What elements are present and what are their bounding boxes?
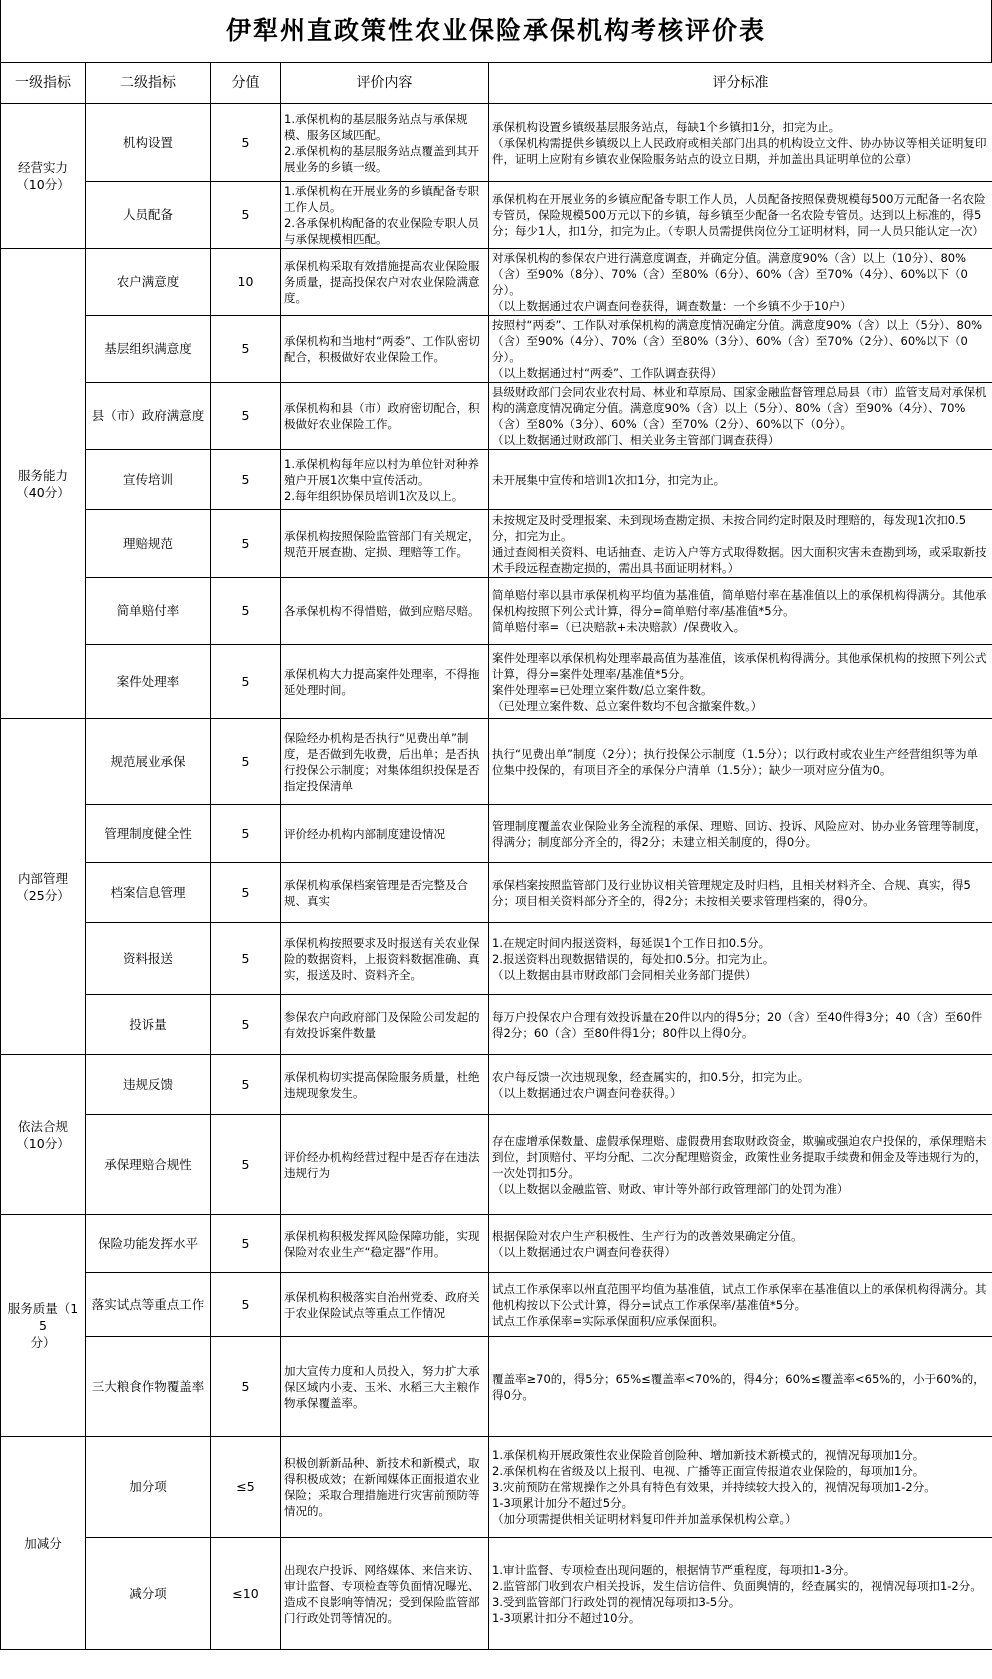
content-line: 各承保机构不得惜赔，做到应赔尽赔。 xyxy=(284,604,480,618)
indicator-name: 规范展业承保 xyxy=(86,719,211,805)
content-line: 加大宣传力度和人员投入，努力扩大承保区域内小麦、玉米、水稻三大主粮作物承保覆盖率。 xyxy=(284,1363,480,1410)
header-row xyxy=(1,63,992,104)
evaluation-content xyxy=(281,578,489,645)
indicator-score: 10 xyxy=(211,249,281,316)
table-row xyxy=(1,249,992,316)
content-line: 承保机构采取有效措施提高农业保险服务质量，提高投保农户对农业保险满意度。 xyxy=(284,259,480,305)
category-cell xyxy=(1,1055,86,1215)
standard-line: 3.灾前预防在常规操作之外具有特色有效果，并持续较大投入的，视情况每项加1-2分。 xyxy=(492,1480,936,1494)
scoring-standard xyxy=(489,923,992,995)
header-content: 评价内容 xyxy=(281,63,489,104)
content-line: 承保机构按照保险监管部门有关规定，规范开展查勘、定损、理赔等工作。 xyxy=(284,528,480,559)
scoring-standard xyxy=(489,316,992,383)
standard-line: 1.承保机构开展政策性农业保险首创险种、增加新技术新模式的，视情况每项加1分。 xyxy=(492,1448,925,1462)
indicator-score: 5 xyxy=(211,719,281,805)
evaluation-content xyxy=(281,1437,489,1538)
indicator-name: 违规反馈 xyxy=(86,1055,211,1115)
standard-line: 3.受到监管部门行政处罚的视情况每项扣3-5分。 xyxy=(492,1594,741,1609)
standard-line: 未按规定及时受理报案、未到现场查勘定损、未按合同约定时限及时理赔的，每发现1次扣0.5分，扣完为止。 xyxy=(492,512,967,543)
standard-line: 1.在规定时间内报送资料，每延误1个工作日扣0.5分。 xyxy=(492,935,771,950)
table-row xyxy=(1,578,992,645)
indicator-score: 5 xyxy=(211,316,281,383)
scoring-standard xyxy=(489,645,992,719)
evaluation-content xyxy=(281,923,489,995)
standard-line: 承保机构在开展业务的乡镇应配备专职工作人员，人员配备按照保费规模每500万元配备一名农险专管员，保险规模500万元以下的乡镇，每乡镇至少配备一名农险专管员。达到以上标准的，得5分；每少1人，扣1分，扣完为止。（专职人员需提供岗位分工证明材料，同一人员只能认定一次） xyxy=(492,192,986,238)
content-line: 评价经办机构经营过程中是否存在违法违规行为 xyxy=(284,1149,480,1180)
scoring-standard xyxy=(489,578,992,645)
evaluation-content xyxy=(281,1215,489,1273)
content-line: 出现农户投诉、网络媒体、来信来访、审计监督、专项检查等负面情况曝光、造成不良影响等情况；受到保险监管部门行政处罚等情况的。 xyxy=(284,1562,480,1625)
indicator-name: 档案信息管理 xyxy=(86,863,211,923)
content-line: 参保农户向政府部门及保险公司发起的有效投诉案件数量 xyxy=(284,1009,480,1040)
scoring-standard xyxy=(489,104,992,182)
category-score: （10分） xyxy=(16,177,70,192)
table-row xyxy=(1,1437,992,1538)
category-name: 依法合规 xyxy=(17,1118,68,1134)
indicator-name: 加分项 xyxy=(86,1437,211,1538)
content-line: 1.承保机构的基层服务站点与承保规模、服务区域匹配。 xyxy=(284,111,468,142)
category-name: 服务质量（15 xyxy=(7,1301,79,1333)
standard-line: 试点工作承保率=实际承保面积/应承保面积。 xyxy=(492,1313,725,1328)
scoring-standard xyxy=(489,249,992,316)
indicator-score: 5 xyxy=(211,578,281,645)
standard-line: 覆盖率≥70的，得5分；65%≤覆盖率<70%的，得4分；60%≤覆盖率<65%的，小于60%的，得0分。 xyxy=(492,1371,985,1402)
evaluation-content xyxy=(281,1055,489,1115)
scoring-standard xyxy=(489,1437,992,1538)
standard-line: 通过查阅相关资料、电话抽查、走访入户等方式取得数据。因大面积灾害未查勘到场，或采取新技术手段远程查勘定损的，需出具书面证明材料。） xyxy=(492,544,987,575)
standard-line: 执行“见费出单”制度（2分）；执行投保公示制度（1.5分）；以行政村或农业生产经营组织等为单位集中投保的，有项目齐全的承保分户清单（1.5分）；缺少一项对应分值为0。 xyxy=(492,746,979,777)
content-line: 承保机构承保档案管理是否完整及合规、真实 xyxy=(284,877,468,908)
content-line: 1.承保机构每年应以村为单位针对种养殖户开展1次集中宣传活动。 xyxy=(284,456,479,487)
content-line: 承保机构切实提高保险服务质量，杜绝违规现象发生。 xyxy=(284,1069,480,1100)
indicator-name: 理赔规范 xyxy=(86,510,211,578)
indicator-name: 机构设置 xyxy=(86,104,211,182)
scoring-standard xyxy=(489,1055,992,1115)
table-row xyxy=(1,104,992,182)
category-cell xyxy=(1,1215,86,1437)
indicator-name: 案件处理率 xyxy=(86,645,211,719)
scoring-standard xyxy=(489,450,992,510)
scoring-standard xyxy=(489,182,992,249)
table-row xyxy=(1,450,992,510)
indicator-name: 管理制度健全性 xyxy=(86,805,211,863)
indicator-name: 农户满意度 xyxy=(86,249,211,316)
standard-line: 1.审计监督、专项检查出现问题的，根据情节严重程度，每项扣1-3分。 xyxy=(492,1562,856,1577)
evaluation-content xyxy=(281,510,489,578)
table-row xyxy=(1,863,992,923)
standard-line: 管理制度覆盖农业保险业务全流程的承保、理赔、回访、投诉、风险应对、协办业务管理等制度，得满分；制度部分齐全的，得2分；未建立相关制度的，得0分。 xyxy=(492,818,987,849)
standard-line: （加分项需提供相关证明材料复印件并加盖承保机构公章。） xyxy=(492,1512,797,1526)
page-title: 伊犁州直政策性农业保险承保机构考核评价表 xyxy=(0,0,992,62)
table-row xyxy=(1,510,992,578)
indicator-name: 减分项 xyxy=(86,1538,211,1650)
scoring-standard xyxy=(489,1538,992,1650)
indicator-name: 三大粮食作物覆盖率 xyxy=(86,1337,211,1437)
category-score: （10分） xyxy=(16,1135,70,1151)
evaluation-content xyxy=(281,863,489,923)
indicator-score: 5 xyxy=(211,182,281,249)
content-line: 评价经办机构内部制度建设情况 xyxy=(284,826,445,841)
standard-line: 简单赔付率以县市承保机构平均值为基准值，简单赔付率在基准值以上的承保机构得满分。其他承保机构按照下列公式计算，得分=简单赔付率/基准值*5分。 xyxy=(492,588,987,618)
table-row xyxy=(1,383,992,450)
header-score: 分值 xyxy=(211,63,281,104)
indicator-score: ≤5 xyxy=(211,1437,281,1538)
standard-line: 对承保机构的参保农户进行满意度调查，并确定分值。满意度90%（含）以上（10分）、80%（含）至90%（8分）、70%（含）至80%（6分）、60%（含）至70%（4分）、60%以下（0分）。 xyxy=(492,251,968,297)
category-cell xyxy=(1,104,86,249)
indicator-score: 5 xyxy=(211,450,281,510)
header-standard: 评分标准 xyxy=(489,63,992,104)
evaluation-content xyxy=(281,1115,489,1215)
content-line: 承保机构积极发挥风险保障功能，实现保险对农业生产“稳定器”作用。 xyxy=(284,1228,480,1259)
table-row xyxy=(1,316,992,383)
indicator-name: 投诉量 xyxy=(86,995,211,1055)
indicator-name: 承保理赔合规性 xyxy=(86,1115,211,1215)
standard-line: 1-3项累计加分不超过5分。 xyxy=(492,1496,634,1510)
category-score: 分） xyxy=(30,1335,56,1350)
content-line: 积极创新新品种、新技术和新模式，取得积极成效；在新闻媒体正面报道农业保险；采取合理措施进行灾害前预防等情况的。 xyxy=(284,1456,480,1518)
standard-line: 未开展集中宣传和培训1次扣1分，扣完为止。 xyxy=(492,472,726,487)
evaluation-content xyxy=(281,1538,489,1650)
standard-line: （承保机构需提供乡镇级以上人民政府或相关部门出具的机构设立文件、协办协议等相关证明复印件，证明上应附有乡镇农业保险服务站点的设立日期，并加盖出具证明单位的公章） xyxy=(492,135,987,166)
category-cell xyxy=(1,1437,86,1650)
scoring-standard xyxy=(489,995,992,1055)
table-body xyxy=(1,104,992,1650)
standard-line: 承保机构设置乡镇级基层服务站点，每缺1个乡镇扣1分，扣完为止。 xyxy=(492,119,841,134)
standard-line: （以上数据通过农户调查问卷获得。） xyxy=(492,1085,682,1100)
table-row xyxy=(1,923,992,995)
indicator-score: 5 xyxy=(211,1273,281,1337)
standard-line: 承保档案按照监管部门及行业协议相关管理规定及时归档，且相关材料齐全、合规、真实，得5分；项目相关资料部分齐全的，得2分；未按相关要求管理档案的，得0分。 xyxy=(492,877,971,908)
scoring-standard xyxy=(489,1273,992,1337)
indicator-name: 宣传培训 xyxy=(86,450,211,510)
standard-line: 农户每反馈一次违规现象，经查属实的，扣0.5分，扣完为止。 xyxy=(492,1069,810,1084)
indicator-name: 县（市）政府满意度 xyxy=(86,383,211,450)
indicator-score: 5 xyxy=(211,805,281,863)
table-row xyxy=(1,1215,992,1273)
content-line: 2.承保机构的基层服务站点覆盖到其开展业务的乡镇一级。 xyxy=(284,143,479,174)
scoring-standard xyxy=(489,863,992,923)
indicator-score: 5 xyxy=(211,1215,281,1273)
category-name: 服务能力 xyxy=(17,467,68,483)
scoring-standard xyxy=(489,1215,992,1273)
standard-line: （以上数据由县市财政部门会同相关业务部门提供） xyxy=(492,967,757,982)
standard-line: （以上数据通过财政部门、相关业务主管部门调查获得） xyxy=(492,433,780,447)
evaluation-content xyxy=(281,645,489,719)
evaluation-table xyxy=(0,62,992,1650)
header-level2: 二级指标 xyxy=(86,63,211,104)
content-line: 承保机构积极落实自治州党委、政府关于农业保险试点等重点工作情况 xyxy=(284,1289,480,1320)
table-row xyxy=(1,645,992,719)
category-name: 加减分 xyxy=(24,1535,62,1551)
indicator-score: 5 xyxy=(211,645,281,719)
evaluation-content xyxy=(281,805,489,863)
indicator-score: 5 xyxy=(211,104,281,182)
table-row xyxy=(1,1538,992,1650)
evaluation-content xyxy=(281,1337,489,1437)
indicator-name: 落实试点等重点工作 xyxy=(86,1273,211,1337)
scoring-standard xyxy=(489,510,992,578)
evaluation-content xyxy=(281,316,489,383)
standard-line: 简单赔付率=（已决赔款+未决赔款）/保费收入。 xyxy=(492,620,746,634)
table-row xyxy=(1,719,992,805)
indicator-score: ≤10 xyxy=(211,1538,281,1650)
standard-line: 试点工作承保率以州直范围平均值为基准值，试点工作承保率在基准值以上的承保机构得满分。其他机构按以下公式计算，得分=试点工作承保率/基准值*5分。 xyxy=(492,1281,987,1312)
standard-line: 案件处理率=已处理立案件数/总立案件数。 xyxy=(492,682,713,697)
standard-line: （以上数据通过农户调查问卷获得，调查数量：一个乡镇不少于10户） xyxy=(492,299,852,313)
standard-line: （以上数据通过农户调查问卷获得） xyxy=(492,1244,676,1259)
content-line: 2.各承保机构配备的农业保险专职人员与承保规模相匹配。 xyxy=(284,216,479,246)
standard-line: 2.承保机构在省级及以上报刊、电视、广播等正面宣传报道农业保险的，每项加1分。 xyxy=(492,1464,925,1478)
content-line: 1.承保机构在开展业务的乡镇配备专职工作人员。 xyxy=(284,184,479,214)
table-row xyxy=(1,805,992,863)
header-level1: 一级指标 xyxy=(1,63,86,104)
indicator-score: 5 xyxy=(211,510,281,578)
content-line: 承保机构和当地村“两委”、工作队密切配合，积极做好农业保险工作。 xyxy=(284,334,480,364)
evaluation-content xyxy=(281,995,489,1055)
scoring-standard xyxy=(489,383,992,450)
indicator-score: 5 xyxy=(211,1115,281,1215)
content-line: 承保机构按照要求及时报送有关农业保险的数据资料，上报资料数据准确、真实，报送及时、资料齐全。 xyxy=(284,935,480,982)
standard-line: 1-3项累计扣分不超过10分。 xyxy=(492,1610,641,1625)
indicator-name: 资料报送 xyxy=(86,923,211,995)
table-row xyxy=(1,995,992,1055)
evaluation-content xyxy=(281,450,489,510)
standard-line: 县级财政部门会同农业农村局、林业和草原局、国家金融监督管理总局县（市）监管支局对承保机构的满意度情况确定分值。满意度90%（含）以上（5分）、80%（含）至90%（4分）、70%（含）至80%（3分）、60%（含）至70%（2分）、60%以下（0分）。 xyxy=(492,385,987,431)
evaluation-content xyxy=(281,182,489,249)
indicator-name: 保险功能发挥水平 xyxy=(86,1215,211,1273)
scoring-standard xyxy=(489,805,992,863)
standard-line: 2.报送资料出现数据错误的，每处扣0.5分。扣完为止。 xyxy=(492,951,775,966)
evaluation-content xyxy=(281,719,489,805)
scoring-standard xyxy=(489,1115,992,1215)
standard-line: 2.监管部门收到农户相关投诉，发生信访信件、负面舆情的，经查属实的，视情况每项扣1-2分。 xyxy=(492,1578,982,1593)
category-name: 内部管理 xyxy=(17,870,68,886)
table-row xyxy=(1,1273,992,1337)
standard-line: 每万户投保农户合理有效投诉量在20件以内的得5分；20（含）至40件得3分；40（含）至60件得2分；60（含）至80件得1分；80件以上得0分。 xyxy=(492,1009,983,1040)
evaluation-content xyxy=(281,249,489,316)
indicator-name: 基层组织满意度 xyxy=(86,316,211,383)
category-name: 经营实力 xyxy=(17,160,68,175)
standard-line: 按照村“两委”、工作队对承保机构的满意度情况确定分值。满意度90%（含）以上（5分）、80%（含）至90%（4分）、70%（含）至80%（3分）、60%（含）至70%（2分）、60%以下（0分）。 xyxy=(492,318,983,364)
evaluation-content xyxy=(281,1273,489,1337)
standard-line: 案件处理率以承保机构处理率最高值为基准值，该承保机构得满分。其他承保机构的按照下列公式计算，得分=案件处理率/基准值*5分。 xyxy=(492,650,987,681)
table-row xyxy=(1,1337,992,1437)
category-score: （25分） xyxy=(16,887,70,903)
indicator-name: 简单赔付率 xyxy=(86,578,211,645)
scoring-standard xyxy=(489,1337,992,1437)
evaluation-content xyxy=(281,104,489,182)
content-line: 保险经办机构是否执行“见费出单”制度，是否做到先收费，后出单；是否执行投保公示制度；对集体组织投保是否指定投保清单 xyxy=(284,730,480,793)
content-line: 承保机构大力提高案件处理率，不得拖延处理时间。 xyxy=(284,666,480,697)
standard-line: 根据保险对农户生产积极性、生产行为的改善效果确定分值。 xyxy=(492,1228,803,1243)
indicator-score: 5 xyxy=(211,1337,281,1437)
standard-line: 存在虚增承保数量、虚假承保理赔、虚假费用套取财政资金，欺骗或强迫农户投保的，承保理赔未到位，封顶赔付、平均分配、二次分配理赔资金，政策性业务提取手续费和佣金及等违规行为的，一次处罚扣5分。 xyxy=(492,1133,987,1180)
indicator-score: 5 xyxy=(211,383,281,450)
table-row xyxy=(1,1115,992,1215)
indicator-score: 5 xyxy=(211,923,281,995)
category-score: （40分） xyxy=(16,484,70,500)
standard-line: （以上数据以金融监管、财政、审计等外部行政管理部门的处罚为准） xyxy=(492,1181,849,1196)
table-row xyxy=(1,182,992,249)
scoring-standard xyxy=(489,719,992,805)
standard-line: （已处理立案件数、总立案件数均不包含撤案件数。） xyxy=(492,698,763,713)
evaluation-content xyxy=(281,383,489,450)
category-cell xyxy=(1,719,86,1055)
category-cell xyxy=(1,249,86,719)
standard-line: （以上数据通过村“两委”、工作队调查获得） xyxy=(492,366,723,380)
indicator-score: 5 xyxy=(211,1055,281,1115)
content-line: 2.每年组织协保员培训1次及以上。 xyxy=(284,488,464,503)
indicator-score: 5 xyxy=(211,863,281,923)
indicator-name: 人员配备 xyxy=(86,182,211,249)
content-line: 承保机构和县（市）政府密切配合，积极做好农业保险工作。 xyxy=(284,401,480,431)
table-row xyxy=(1,1055,992,1115)
indicator-score: 5 xyxy=(211,995,281,1055)
